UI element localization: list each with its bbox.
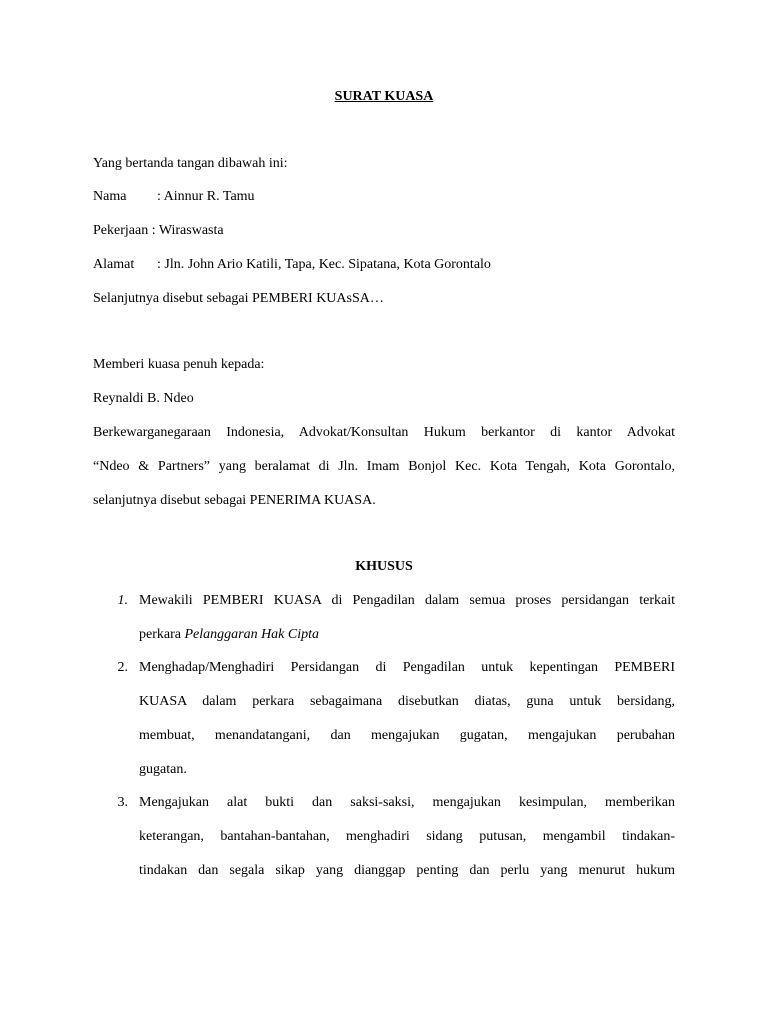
field-alamat xyxy=(93,256,491,274)
list-item-number: 1. xyxy=(117,593,128,608)
field-pekerjaan-value: : Wiraswasta xyxy=(151,223,224,238)
list-item-line xyxy=(139,626,319,644)
list-item-number: 2. xyxy=(117,660,128,675)
list-item-line: Menghadap/Menghadiri Persidangan di Pengadilan untuk kepentingan PEMBERI xyxy=(139,660,675,675)
field-alamat-label: Alamat xyxy=(93,257,135,272)
list-item-line: Mengajukan alat bukti dan saksi-saksi, mengajukan kesimpulan, memberikan xyxy=(139,795,675,810)
field-nama-label: Nama xyxy=(93,189,127,204)
list-item-number: 3. xyxy=(117,795,128,810)
case-name: Pelanggaran Hak Cipta xyxy=(184,627,320,642)
receiver-name: Reynaldi B. Ndeo xyxy=(93,391,194,406)
field-pekerjaan xyxy=(93,222,224,240)
list-item-line: gugatan. xyxy=(139,762,187,777)
list-item-line: keterangan, bantahan-bantahan, menghadiri sidang putusan, mengambil tindakan- xyxy=(139,829,675,844)
list-item-line: tindakan dan segala sikap yang dianggap penting dan perlu yang menurut hukum xyxy=(139,863,675,878)
section-heading: KHUSUS xyxy=(355,559,413,574)
field-pekerjaan-label: Pekerjaan xyxy=(93,223,149,238)
document-title: SURAT KUASA xyxy=(334,89,434,104)
field-alamat-value: : Jln. John Ario Katili, Tapa, Kec. Sipatana, Kota Gorontalo xyxy=(157,257,491,272)
list-item-line: KUASA dalam perkara sebagaimana disebutkan diatas, guna untuk bersidang, xyxy=(139,694,675,709)
intro-text: Yang bertanda tangan dibawah ini: xyxy=(93,156,288,171)
list-item-text: perkara xyxy=(139,627,185,642)
grant-intro: Memberi kuasa penuh kepada: xyxy=(93,357,265,372)
field-nama xyxy=(93,188,255,206)
receiver-desc-line: Berkewarganegaraan Indonesia, Advokat/Konsultan Hukum berkantor di kantor Advokat xyxy=(93,425,675,440)
field-nama-value: : Ainnur R. Tamu xyxy=(157,189,255,204)
list-item-line: membuat, menandatangani, dan mengajukan gugatan, mengajukan perubahan xyxy=(139,728,675,743)
receiver-desc-line: selanjutnya disebut sebagai PENERIMA KUASA. xyxy=(93,493,376,508)
giver-note: Selanjutnya disebut sebagai PEMBERI KUAsSA… xyxy=(93,291,384,306)
receiver-desc-line: “Ndeo & Partners” yang beralamat di Jln. Imam Bonjol Kec. Kota Tengah, Kota Gorontalo, xyxy=(93,459,675,474)
list-item-line: Mewakili PEMBERI KUASA di Pengadilan dalam semua proses persidangan terkait xyxy=(139,593,675,608)
